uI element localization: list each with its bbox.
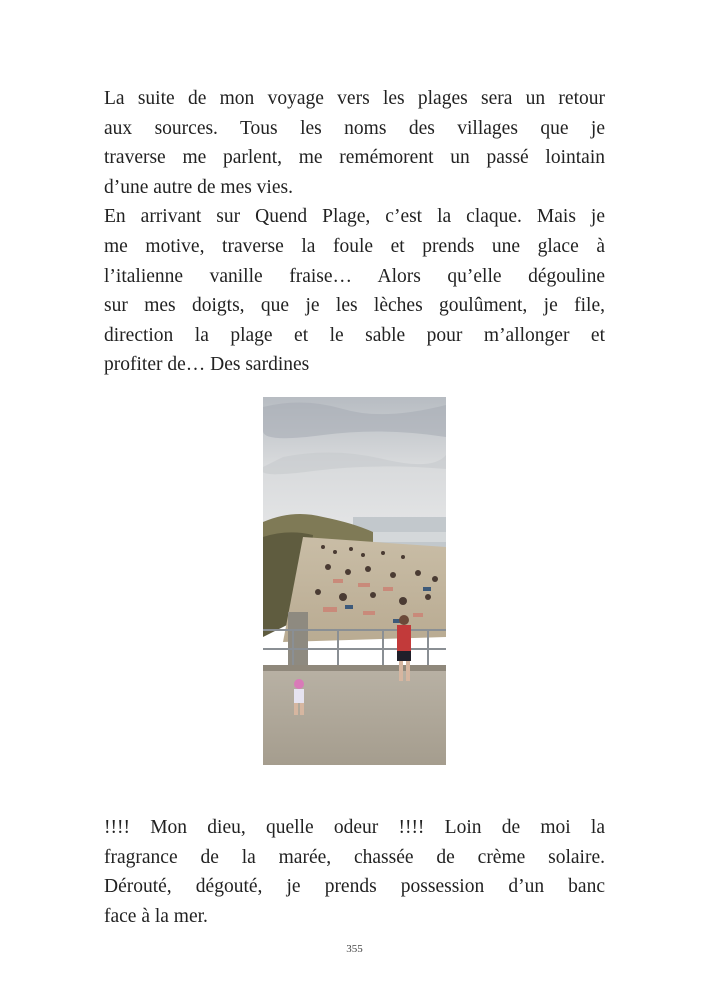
body-paragraph-2 — [104, 813, 605, 931]
text-line: l’italienne vanille fraise… Alors qu’elle dégouline — [104, 265, 605, 287]
text-line: direction la plage et le sable pour m’allonger et — [104, 324, 605, 346]
text-line: aux sources. Tous les noms des villages que je — [104, 117, 605, 139]
body-paragraph-1 — [104, 84, 605, 380]
text-line: Dérouté, dégouté, je prends possession d’un banc — [104, 876, 605, 898]
text-line: d’une autre de mes vies. — [104, 176, 293, 198]
page-number: 355 — [346, 943, 363, 955]
text-line: traverse me parlent, me remémorent un passé lointain — [104, 147, 605, 169]
text-line: !!!! Mon dieu, quelle odeur !!!! Loin de moi la — [104, 817, 605, 838]
text-line: me motive, traverse la foule et prends une glace à — [104, 235, 605, 257]
crowded-beach-photo-icon — [263, 397, 446, 765]
text-line: sur mes doigts, que je les lèches goulûment, je file, — [104, 295, 605, 317]
text-line: fragrance de la marée, chassée de crème solaire. — [104, 846, 605, 868]
text-line: En arrivant sur Quend Plage, c’est la claque. Mais je — [104, 206, 605, 228]
text-line: La suite de mon voyage vers les plages sera un retour — [104, 88, 605, 109]
beach-photo — [263, 397, 446, 765]
text-line: profiter de… Des sardines — [104, 354, 310, 376]
text-line: face à la mer. — [104, 905, 208, 927]
